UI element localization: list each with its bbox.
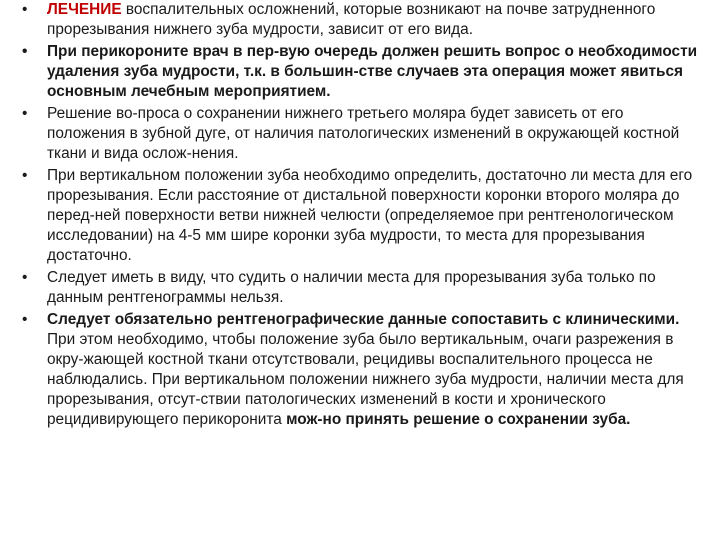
bullet-icon: • (22, 167, 28, 184)
bullet-icon: • (22, 43, 28, 60)
item-bold-start: Следует обязательно рентгенографические данные сопоставить с клиническими. (47, 311, 680, 328)
item-text: Решение во-проса о сохранении нижнего третьего моляра будет зависеть от его положения в зубной дуге, от наличия патологических изменений в окружающей костной ткани и вида ослож-нения. (47, 105, 680, 162)
list-item (22, 104, 698, 164)
bullet-icon: • (22, 1, 28, 18)
item-bold-end: мож-но принять решение о сохранении зуба. (286, 411, 631, 428)
bullet-icon: • (22, 311, 28, 328)
highlight-term: ЛЕЧЕНИЕ (47, 1, 122, 18)
list-item (22, 42, 698, 102)
bullet-icon: • (22, 269, 28, 286)
item-text: Следует иметь в виду, что судить о наличии места для прорезывания зуба только по данным рентгенограммы нельзя. (47, 269, 656, 306)
item-text: При этом необходимо, чтобы положение зуба было вертикальным, очаги разрежения в окру-жающей костной ткани отсутствовали, рецидивы воспалительного процесса не наблюдались. При вертикальном положении нижнего зуба мудрости, наличии места для прорезывания, отсут-ствии патологических изменений в кости и хронического рецидивирующего перикоронита (47, 331, 684, 428)
bullet-list (22, 0, 698, 432)
list-item (22, 0, 698, 40)
bullet-icon: • (22, 105, 28, 122)
list-item (22, 166, 698, 266)
list-item (22, 268, 698, 308)
item-text: воспалительных осложнений, которые возникают на почве затрудненного прорезывания нижнего зуба мудрости, зависит от его вида. (47, 1, 656, 38)
list-item (22, 310, 698, 430)
item-text: При перикороните врач в пер-вую очередь должен решить вопрос о необходимости удаления зуба мудрости, т.к. в большин-стве случаев эта операция может явиться основным лечебным мероприятием. (47, 43, 698, 100)
item-text: При вертикальном положении зуба необходимо определить, достаточно ли места для его прорезывания. Если расстояние от дистальной поверхности коронки второго моляра до перед-ней поверхности ветви нижней челюсти (определяемое при рентгенологическом исследовании) на 4-5 мм шире коронки зуба мудрости, то места для прорезывания достаточно. (47, 167, 693, 264)
